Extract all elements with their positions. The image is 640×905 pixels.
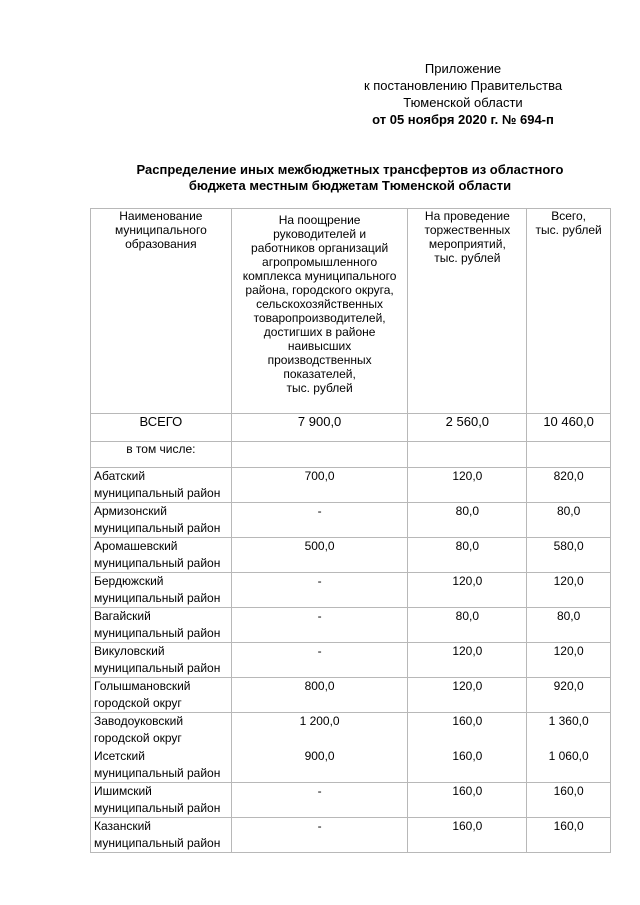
- encouragement-value: 1 200,0: [231, 713, 408, 748]
- document-title-line: бюджета местным бюджетам Тюменской области: [188, 178, 512, 193]
- total-events: 2 560,0: [408, 414, 527, 442]
- table-row: [91, 818, 611, 853]
- table-row: [91, 748, 611, 783]
- events-value: 120,0: [408, 678, 527, 713]
- municipality-name: Викуловский муниципальный район: [91, 643, 232, 678]
- table-row: [91, 678, 611, 713]
- encouragement-value: -: [231, 608, 408, 643]
- encouragement-value: 500,0: [231, 538, 408, 573]
- table-row: [91, 573, 611, 608]
- encouragement-value: 700,0: [231, 468, 408, 503]
- table-row: [91, 503, 611, 538]
- including-label: в том числе:: [91, 442, 232, 468]
- municipality-name: Ишимский муниципальный район: [91, 783, 232, 818]
- table-row: [91, 538, 611, 573]
- appendix-header: [333, 60, 593, 128]
- appendix-line: Тюменской области: [403, 95, 523, 110]
- total-value: 1 360,0: [527, 713, 611, 748]
- encouragement-value: -: [231, 818, 408, 853]
- total-label: ВСЕГО: [91, 414, 232, 442]
- municipality-name: Казанский муниципальный район: [91, 818, 232, 853]
- encouragement-value: -: [231, 573, 408, 608]
- document-title-line: Распределение иных межбюджетных трансфертов из областного: [136, 162, 564, 177]
- events-value: 80,0: [408, 538, 527, 573]
- events-value: 120,0: [408, 573, 527, 608]
- table-row: [91, 468, 611, 503]
- municipality-name: Аромашевский муниципальный район: [91, 538, 232, 573]
- municipality-name: Бердюжский муниципальный район: [91, 573, 232, 608]
- events-value: 80,0: [408, 503, 527, 538]
- events-value: 120,0: [408, 468, 527, 503]
- encouragement-value: -: [231, 643, 408, 678]
- encouragement-value: -: [231, 503, 408, 538]
- total-value: 920,0: [527, 678, 611, 713]
- total-value: 820,0: [527, 468, 611, 503]
- events-value: 160,0: [408, 713, 527, 748]
- events-value: 80,0: [408, 608, 527, 643]
- total-sum: 10 460,0: [527, 414, 611, 442]
- encouragement-value: -: [231, 783, 408, 818]
- encouragement-value: 900,0: [231, 748, 408, 783]
- municipality-name: Исетский муниципальный район: [91, 748, 232, 783]
- transfers-table: [90, 208, 611, 853]
- total-row: [91, 414, 611, 442]
- municipality-name: Армизонский муниципальный район: [91, 503, 232, 538]
- events-value: 160,0: [408, 818, 527, 853]
- header-encouragement: На поощрение руководителей и работников организаций агропромышленного комплекса муниципального района, городского округа, сельскохозяйственных товаропроизводителей, достигших в районе наивысших производственных показателей, тыс. рублей: [231, 209, 408, 414]
- appendix-date-number: от 05 ноября 2020 г. № 694-п: [372, 112, 554, 127]
- header-events: На проведение торжественных мероприятий, тыс. рублей: [408, 209, 527, 414]
- table-row: [91, 713, 611, 748]
- total-value: 1 060,0: [527, 748, 611, 783]
- table-row: [91, 608, 611, 643]
- appendix-line: к постановлению Правительства: [363, 78, 563, 93]
- header-total: Всего, тыс. рублей: [527, 209, 611, 414]
- appendix-line: Приложение: [424, 61, 502, 76]
- document-title: [100, 162, 600, 194]
- header-municipality: Наименование муниципального образования: [91, 209, 232, 414]
- total-encouragement: 7 900,0: [231, 414, 408, 442]
- municipality-name: Вагайский муниципальный район: [91, 608, 232, 643]
- table-header-row: [91, 209, 611, 414]
- total-value: 160,0: [527, 783, 611, 818]
- events-value: 160,0: [408, 748, 527, 783]
- total-value: 580,0: [527, 538, 611, 573]
- total-value: 120,0: [527, 573, 611, 608]
- total-value: 120,0: [527, 643, 611, 678]
- total-value: 80,0: [527, 503, 611, 538]
- events-value: 160,0: [408, 783, 527, 818]
- municipality-name: Заводоуковский городской округ: [91, 713, 232, 748]
- including-row: [91, 442, 611, 468]
- total-value: 80,0: [527, 608, 611, 643]
- municipality-name: Абатский муниципальный район: [91, 468, 232, 503]
- table-row: [91, 643, 611, 678]
- total-value: 160,0: [527, 818, 611, 853]
- encouragement-value: 800,0: [231, 678, 408, 713]
- events-value: 120,0: [408, 643, 527, 678]
- municipality-name: Голышмановский городской округ: [91, 678, 232, 713]
- table-row: [91, 783, 611, 818]
